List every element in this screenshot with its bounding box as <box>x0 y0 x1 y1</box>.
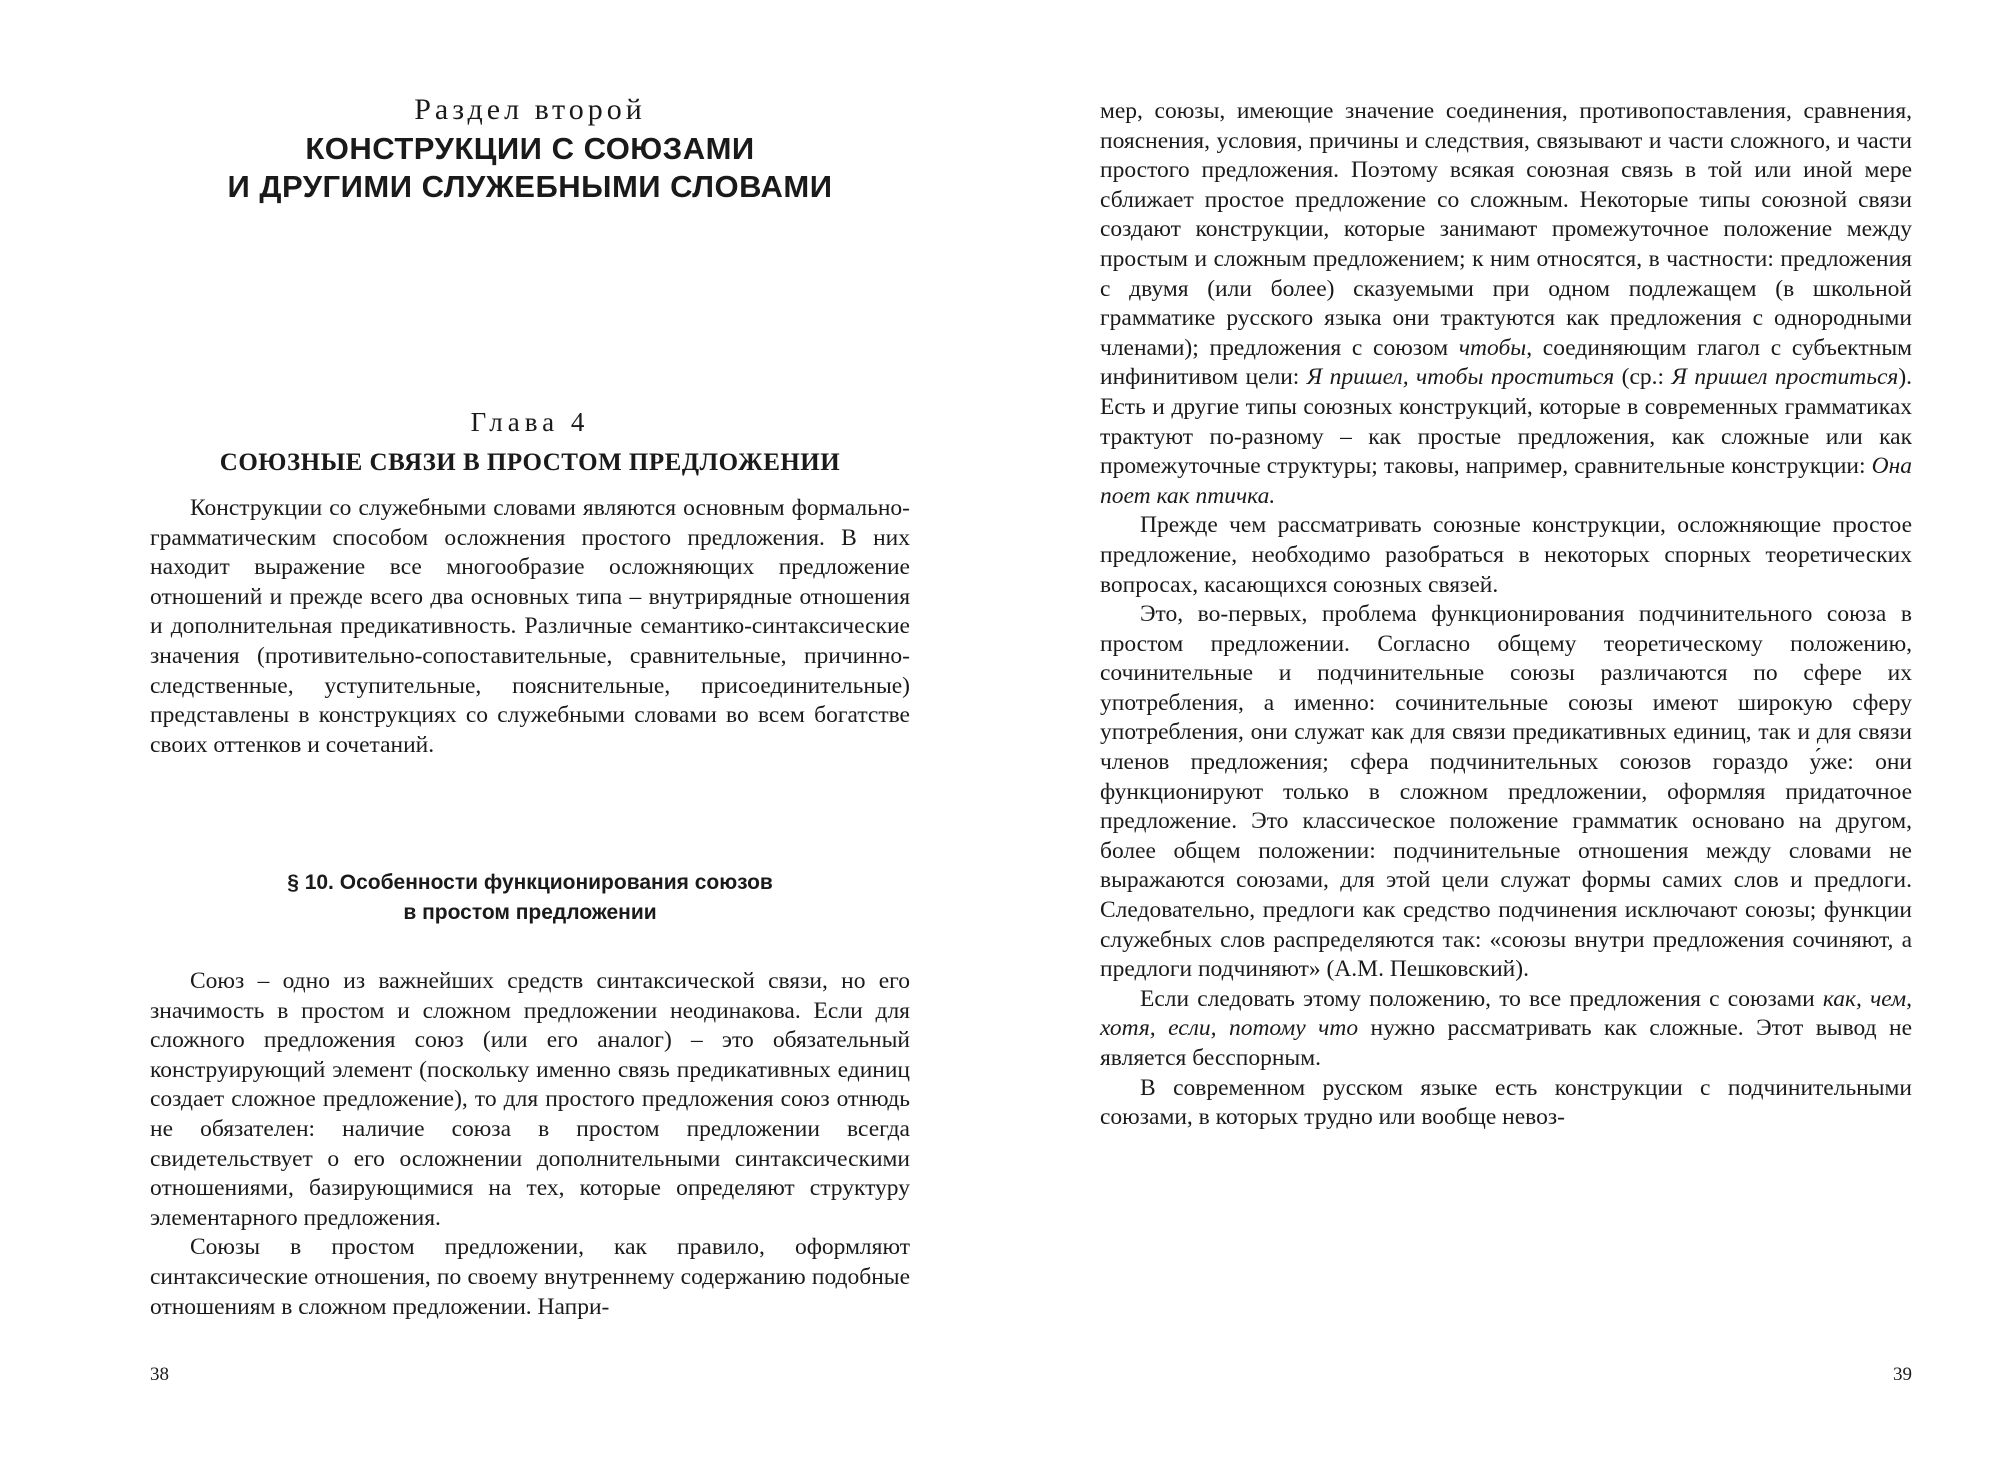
page-number: 38 <box>150 1364 169 1385</box>
text-run: нужно рассматривать как сложные. Этот вывод не является бесспорным. <box>1100 1015 1912 1071</box>
chapter-intro <box>150 494 910 760</box>
paragraph-heading <box>150 868 910 928</box>
chapter-label: Глава 4 <box>470 407 590 437</box>
italic-example: как, чем, хотя, если, потому что <box>1100 985 1912 1042</box>
italic-example: Я пришел, чтобы проститься <box>1306 364 1615 391</box>
body-paragraph: Это, во-первых, проблема функционирования подчинительного союза в простом предложении. Согласно общему теоретическому положению, сочинительные и подчинительные союзы различаются по сфере их употребления, а именно: сочинительные союзы имеют широкую сферу употребления, они служат как для связи предикативных единиц, так и для связи членов предложения; сфера подчинительных союзов гораздо у́же: они функционируют только в сложном предложении, оформляя придаточное предложение. Это классическое положение грамматик основано на другом, более общем положении: подчинительные отношения между словами не выражаются союзами, для этой цели служат формы самих слов и предлоги. Следовательно, предлоги как средство подчинения исключают союзы; функции служебных слов распределяются так: «союзы внутри предложения сочиняют, а предлоги подчиняют» (А.М. Пешковский). <box>1100 601 1912 983</box>
italic-example: Я пришел проститься <box>1671 364 1899 391</box>
paragraph-heading-line-2: в простом предложении <box>403 901 657 924</box>
body-paragraph: Союз – одно из важнейших средств синтаксической связи, но его значимость в простом и сложном предложении неодинакова. Если для сложного предложения союз (или его аналог) – это обязательный конструирующий элемент (поскольку именно связь предикативных единиц создает сложное предложение), то для простого предложения союз отнюдь не обязателен: наличие союза в простом предложении всегда свидетельствует о его осложнении дополнительными синтаксическими отношениями, базирующимися на тех, которые определяют структуру элементарного предложения. <box>150 968 910 1231</box>
text-run: Если следовать этому положению, то все предложения с союзами <box>1140 985 1823 1012</box>
section-title <box>150 130 910 206</box>
italic-example: чтобы <box>1458 334 1527 361</box>
body-paragraph: Союзы в простом предложении, как правило, оформляют синтаксические отношения, по своему внутреннему содержанию подобные отношениям в сложном предложении. Напри- <box>150 1234 910 1320</box>
body-paragraph-continued <box>1100 97 1912 511</box>
intro-paragraph: Конструкции со служебными словами являются основным формально-грамматическим способом осложнения простого предложения. В них находит выражение все многообразие осложняющих предложение отношений и прежде всего два основных типа – внутрирядные отношения и дополнительная предикативность. Различные семантико-синтаксические значения (противительно-сопоставительные, сравнительные, причинно-следственные, уступительные, пояснительные, присоединительные) представлены в конструкциях со служебными словами во всем богатстве своих оттенков и сочетаний. <box>150 495 910 758</box>
body-paragraph <box>1100 985 1912 1074</box>
section-title-line-2: И ДРУГИМИ СЛУЖЕБНЫМИ СЛОВАМИ <box>227 169 833 204</box>
body-paragraph: В современном русском языке есть конструкции с подчинительными союзами, в которых трудно или вообще невоз- <box>1100 1074 1912 1131</box>
section-title-line-1: КОНСТРУКЦИИ С СОЮЗАМИ <box>305 131 755 166</box>
left-page <box>150 0 910 1468</box>
text-run: ). Есть и другие типы союзных конструкций, которые в современных грамматиках трактуют по-разному – как простые предложения, как сложные или как промежуточные структуры; таковы, например, сравнительные конструкции: <box>1100 364 1913 480</box>
right-page <box>1100 0 1912 1468</box>
paragraph-heading-line-1: § 10. Особенности функционирования союзов <box>287 871 773 894</box>
text-run: мер, союзы, имеющие значение соединения, противопоставления, сравнения, пояснения, условия, причины и следствия, связывают и части сложного, и части простого предложения. Поэтому всякая союзная связь в той или иной мере сближает простое предложение со сложным. Некоторые типы союзной связи создают конструкции, которые занимают промежуточное положение между простым и сложным предложением; к ним относятся, в частности: предложения с двумя (или более) сказуемыми при одном подлежащем (в школьной грамматике русского языка они трактуются как предложения с однородными членами); предложения с союзом <box>1100 98 1912 361</box>
section-label: Раздел второй <box>414 93 646 126</box>
text-run: (ср.: <box>1614 364 1672 391</box>
chapter-title: СОЮЗНЫЕ СВЯЗИ В ПРОСТОМ ПРЕДЛОЖЕНИИ <box>219 449 841 476</box>
text-run: , соединяющим глагол с субъектным инфинитивом цели: <box>1100 334 1912 391</box>
right-body-text <box>1100 97 1912 1133</box>
italic-example: Она поет как птичка. <box>1100 453 1912 509</box>
page-number: 39 <box>1893 1364 1912 1385</box>
left-body-text <box>150 967 910 1322</box>
body-paragraph: Прежде чем рассматривать союзные конструкции, осложняющие простое предложение, необходимо разобраться в некоторых спорных теоретических вопросах, касающихся союзных связей. <box>1100 512 1912 598</box>
